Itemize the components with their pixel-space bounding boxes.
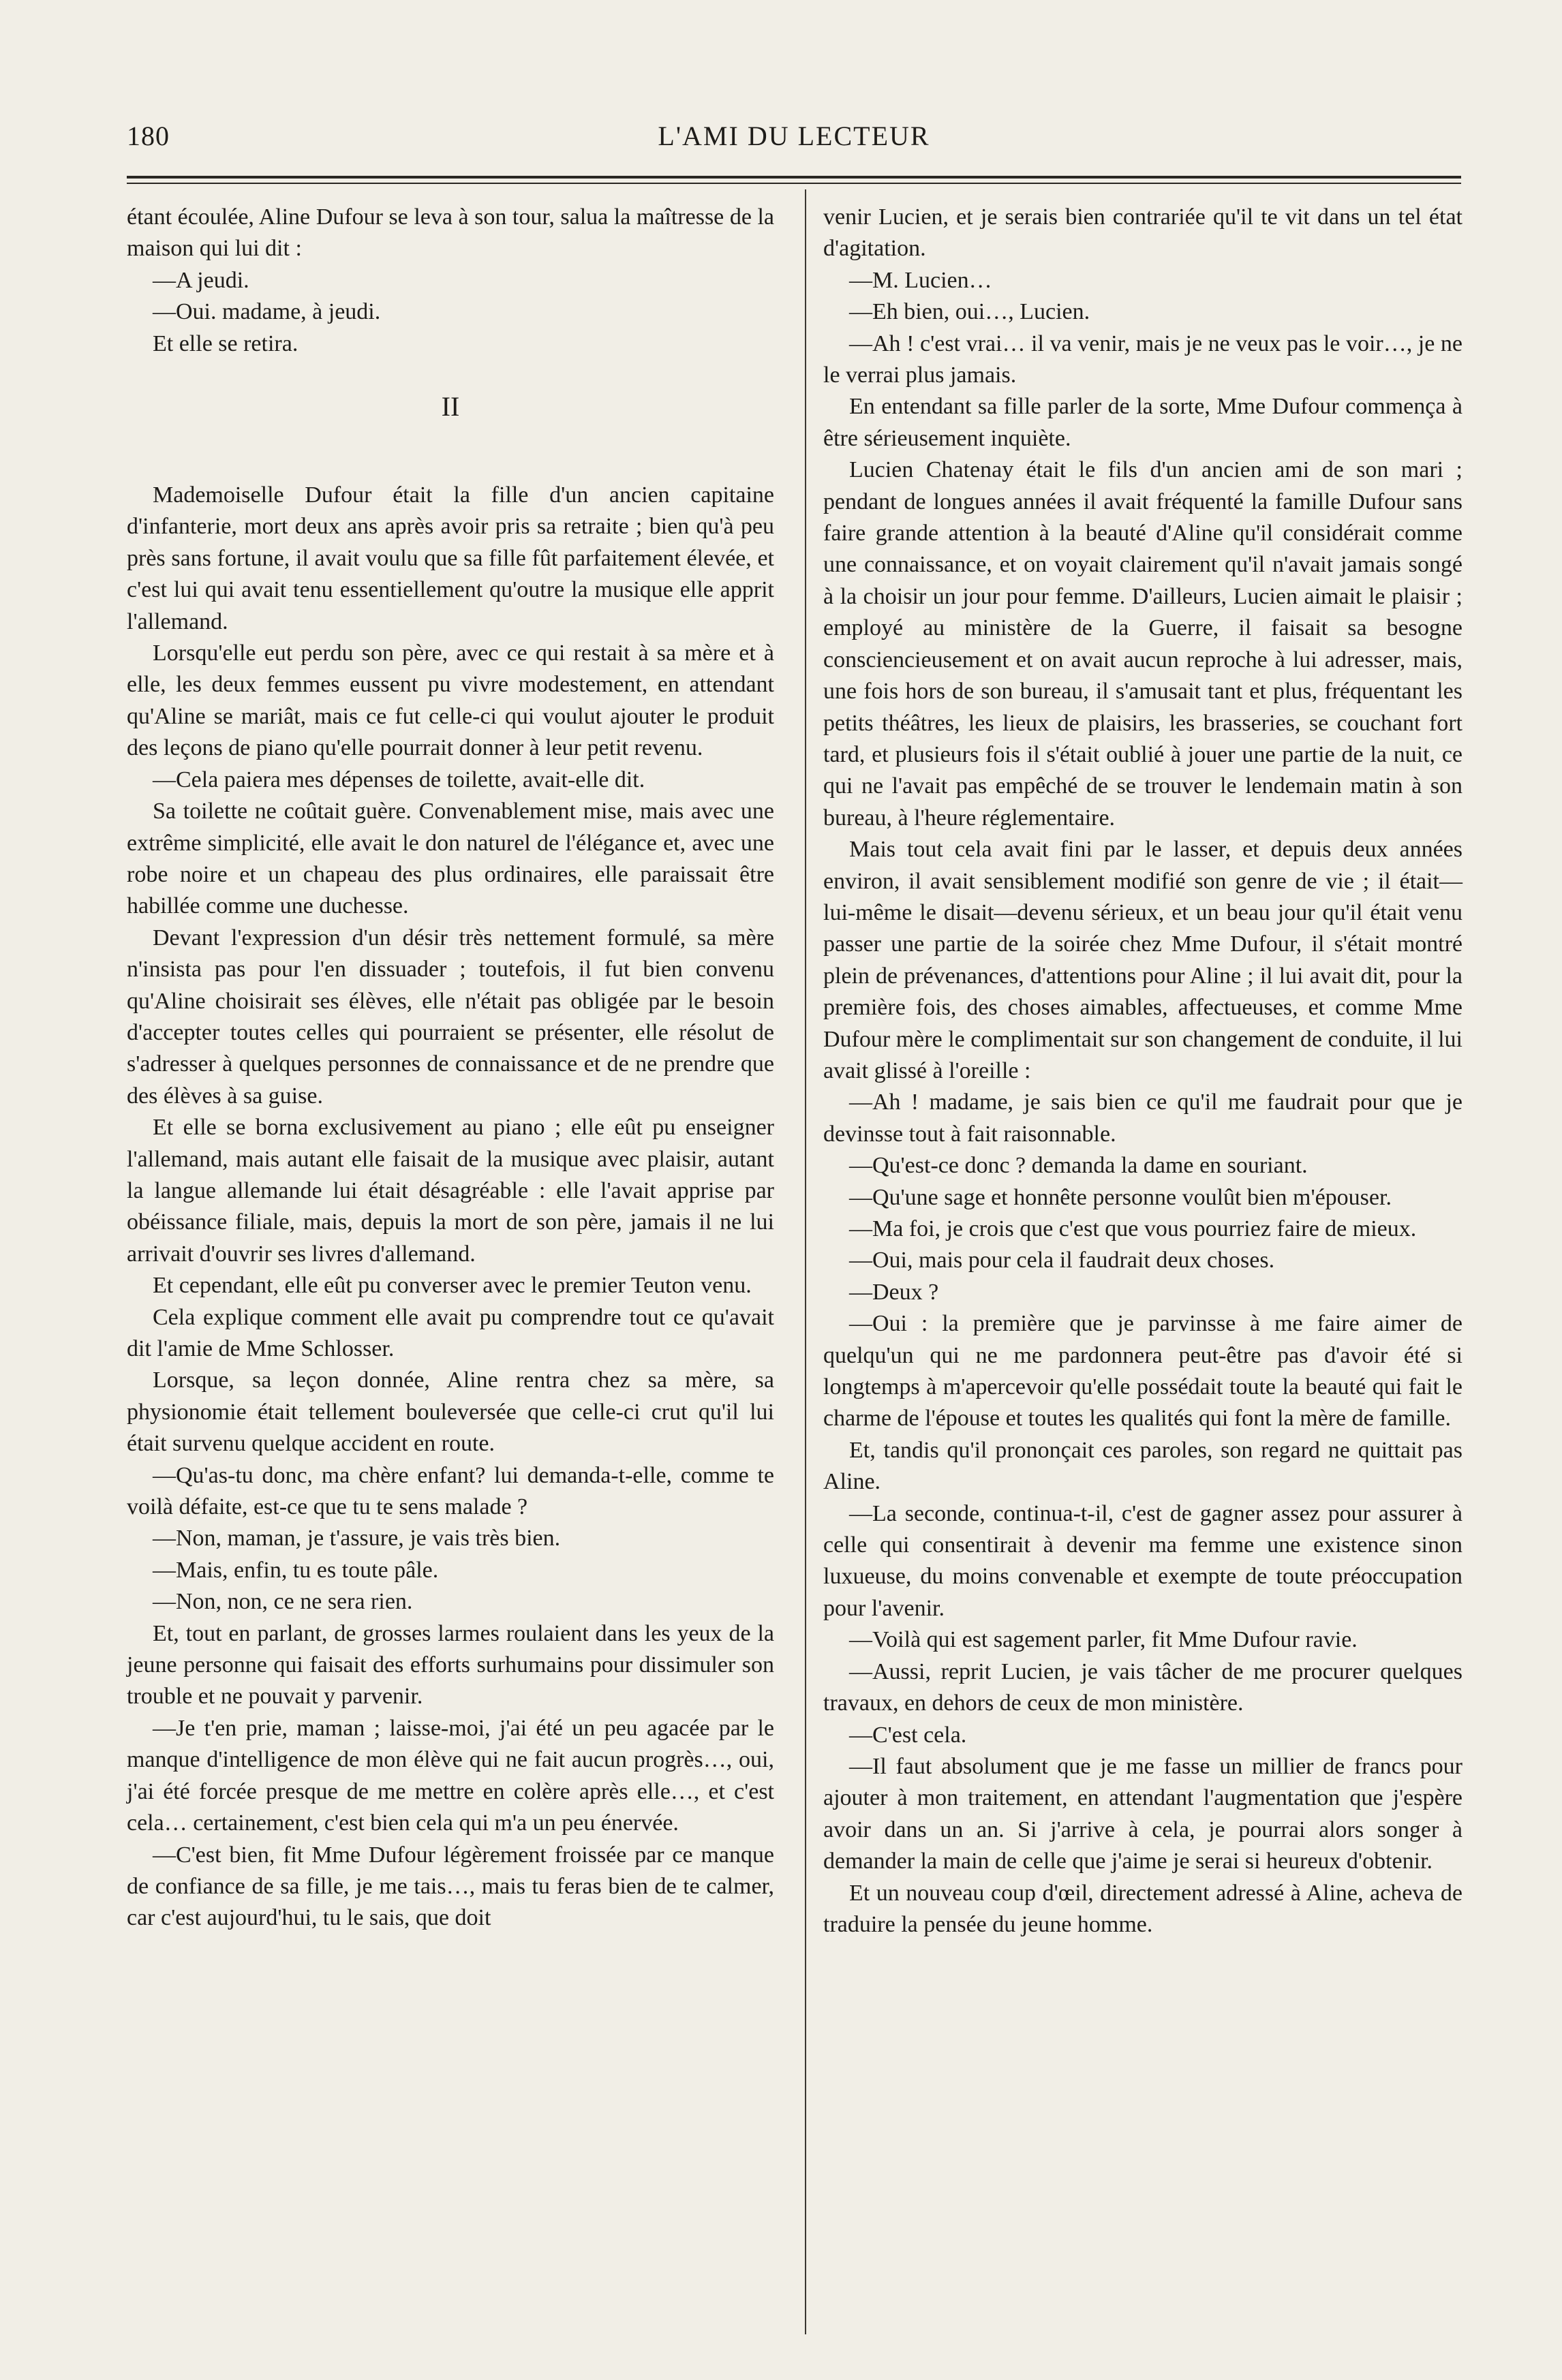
paragraph: —Cela paiera mes dépenses de toilette, avait-elle dit.	[153, 767, 645, 792]
paragraph: Lorsqu'elle eut perdu son père, avec ce qui restait à sa mère et à elle, les deux femmes eussent pu vivre modestement, en attendant qu'Aline se mariât, mais ce fut celle-ci qui voulut ajouter le produit des leçons de piano qu'elle pourrait donner à leur petit revenu.	[127, 640, 774, 761]
paragraph: Et un nouveau coup d'œil, directement adressé à Aline, acheva de traduire la pensée du jeune homme.	[823, 1880, 1463, 1937]
paragraph: —C'est bien, fit Mme Dufour légèrement froissée par ce manque de confiance de sa fille, je me tais…, mais tu feras bien de te calmer, car c'est aujourd'hui, tu le sais, que doit	[127, 1842, 774, 1931]
paragraph: —Qu'est-ce donc ? demanda la dame en souriant.	[849, 1153, 1308, 1179]
paragraph: étant écoulée, Aline Dufour se leva à son tour, salua la maîtresse de la maison qui lui dit :	[127, 204, 774, 262]
paragraph: Et, tandis qu'il prononçait ces paroles, son regard ne quittait pas Aline.	[823, 1437, 1463, 1495]
paragraph: —Non, maman, je t'assure, je vais très bien.	[153, 1526, 561, 1551]
paragraph: —Oui. madame, à jeudi.	[153, 299, 381, 325]
paragraph: —Non, non, ce ne sera rien.	[153, 1589, 413, 1615]
paragraph: Lorsque, sa leçon donnée, Aline rentra chez sa mère, sa physionomie était tellement bouleversée que celle-ci crut qu'il lui était survenu quelque accident en route.	[127, 1367, 774, 1457]
paragraph: Sa toilette ne coûtait guère. Convenablement mise, mais avec une extrême simplicité, elle avait le don naturel de l'élégance et, avec une robe noire et un chapeau des plus ordinaires, elle paraissait être habillée comme une duchesse.	[127, 799, 774, 919]
paragraph: —Oui, mais pour cela il faudrait deux choses.	[849, 1248, 1275, 1273]
paragraph: —Je t'en prie, maman ; laisse-moi, j'ai été un peu agacée par le manque d'intelligence de mon élève qui ne fait aucun progrès…, oui, j'ai été forcée presque de me mettre en colère après elle…, et c'est cela… certainement, c'est bien cela qui m'a un peu énervée.	[127, 1715, 774, 1836]
paragraph: —M. Lucien…	[849, 267, 992, 293]
paragraph: venir Lucien, et je serais bien contrariée qu'il te vit dans un tel état d'agitation.	[823, 204, 1463, 262]
paragraph: —A jeudi.	[153, 267, 249, 293]
paragraph: —Ah ! madame, je sais bien ce qu'il me faudrait pour que je devinsse tout à fait raisonnable.	[823, 1089, 1463, 1147]
paragraph: Devant l'expression d'un désir très nettement formulé, sa mère n'insista pas pour l'en dissuader ; toutefois, il fut bien convenu qu'Aline choisirait ses élèves, elle n'était pas obligée par le besoin d'accepter toutes celles qui pourraient se présenter, elle résolut de s'adresser à quelques personnes de connaissance et de ne prendre que des élèves à sa guise.	[127, 925, 774, 1109]
paragraph: —Ma foi, je crois que c'est que vous pourriez faire de mieux.	[849, 1216, 1417, 1241]
paragraph: Lucien Chatenay était le fils d'un ancien ami de son mari ; pendant de longues années il avait fréquenté la famille Dufour sans faire grande attention à la beauté d'Aline qu'il considérait comme une connaissance, et on voyait clairement qu'il n'avait jamais songé à la choisir un jour pour femme. D'ailleurs, Lucien aimait le plaisir ; employé au ministère de la Guerre, il faisait sa besogne consciencieusement et on avait aucun reproche à lui adresser, mais, une fois hors de son bureau, il s'amusait tant et plus, fréquentant les petits théâtres, les lieux de plaisirs, les brasseries, se couchant fort tard, et plusieurs fois il s'était oublié à jouer une partie de la nuit, ce qui ne l'avait pas empêché de se trouver le lendemain matin à son bureau, à l'heure réglementaire.	[823, 457, 1463, 831]
left-column	[127, 202, 774, 1934]
section-heading: II	[441, 391, 460, 422]
paragraph: Et cependant, elle eût pu converser avec le premier Teuton venu.	[153, 1273, 752, 1299]
paragraph: —Ah ! c'est vrai… il va venir, mais je ne veux pas le voir…, je ne le verrai plus jamais.	[823, 330, 1463, 388]
paragraph: —Il faut absolument que je me fasse un millier de francs pour ajouter à mon traitement, en attendant l'augmentation que j'espère avoir dans un an. Si j'arrive à cela, je pourrai alors songer à demander la main de celle que j'aime je serai si heureux d'obtenir.	[823, 1753, 1463, 1874]
paragraph: Et elle se retira.	[153, 330, 298, 356]
right-column	[823, 202, 1463, 1941]
paragraph: —Qu'as-tu donc, ma chère enfant? lui demanda-t-elle, comme te voilà défaite, est-ce que tu te sens malade ?	[127, 1462, 774, 1520]
paragraph: —Qu'une sage et honnête personne voulût bien m'épouser.	[849, 1184, 1392, 1210]
column-divider	[805, 189, 806, 2334]
paragraph: —Eh bien, oui…, Lucien.	[849, 299, 1090, 325]
paragraph: Mademoiselle Dufour était la fille d'un ancien capitaine d'infanterie, mort deux ans après avoir pris sa retraite ; bien qu'à peu près sans fortune, il avait voulu que sa fille fût parfaitement élevée, et c'est lui qui avait tenu essentiellement qu'outre la musique elle apprit l'allemand.	[127, 482, 774, 634]
paragraph: Et, tout en parlant, de grosses larmes roulaient dans les yeux de la jeune personne qui faisait des efforts surhumains pour dissimuler son trouble et ne pouvait y parvenir.	[127, 1620, 774, 1710]
paragraph: —C'est cela.	[849, 1722, 967, 1748]
paragraph: —Mais, enfin, tu es toute pâle.	[153, 1557, 439, 1583]
page-number: 180	[127, 121, 170, 151]
paragraph: Mais tout cela avait fini par le lasser, et depuis deux années environ, il avait sensiblement modifié son genre de vie ; il était—lui-même le disait—devenu sérieux, et un beau jour qu'il était venu passer une partie de la soirée chez Mme Dufour, il s'était montré plein de prévenances, d'attentions pour Aline ; il lui avait dit, pour la première fois, des choses aimables, affectueuses, et comme Mme Dufour mère le complimentait sur son changement de conduite, il lui avait glissé à l'oreille :	[823, 837, 1463, 1083]
paragraph: —Oui : la première que je parvinsse à me faire aimer de quelqu'un qui ne me pardonnera peut-être pas d'avoir été si longtemps à m'apercevoir qu'elle possédait toute la beauté qui fait le charme de l'épouse et toutes les qualités qui font la mère de famille.	[823, 1311, 1463, 1432]
paragraph: —Deux ?	[849, 1279, 939, 1305]
page-header	[127, 120, 1461, 168]
paragraph: Et elle se borna exclusivement au piano ; elle eût pu enseigner l'allemand, mais autant elle faisait de la musique avec plaisir, autant la langue allemande lui était désagréable : elle l'avait apprise par obéissance filiale, mais, depuis la mort de son père, jamais il ne lui arrivait d'ouvrir ses livres d'allemand.	[127, 1115, 774, 1267]
paragraph: —La seconde, continua-t-il, c'est de gagner assez pour assurer à celle qui consentirait à devenir ma femme une existence sinon luxueuse, du moins convenable et exempte de toute préoccupation pour l'avenir.	[823, 1500, 1463, 1621]
paragraph: En entendant sa fille parler de la sorte, Mme Dufour commença à être sérieusement inquiète.	[823, 394, 1463, 451]
header-rule-thick	[127, 176, 1461, 179]
paragraph: —Voilà qui est sagement parler, fit Mme Dufour ravie.	[849, 1627, 1358, 1653]
header-rule-thin	[127, 183, 1461, 184]
paragraph: —Aussi, reprit Lucien, je vais tâcher de me procurer quelques travaux, en dehors de ceux de mon ministère.	[823, 1658, 1463, 1716]
running-title: L'AMI DU LECTEUR	[658, 121, 930, 151]
paragraph: Cela explique comment elle avait pu comprendre tout ce qu'avait dit l'amie de Mme Schlosser.	[127, 1304, 774, 1361]
